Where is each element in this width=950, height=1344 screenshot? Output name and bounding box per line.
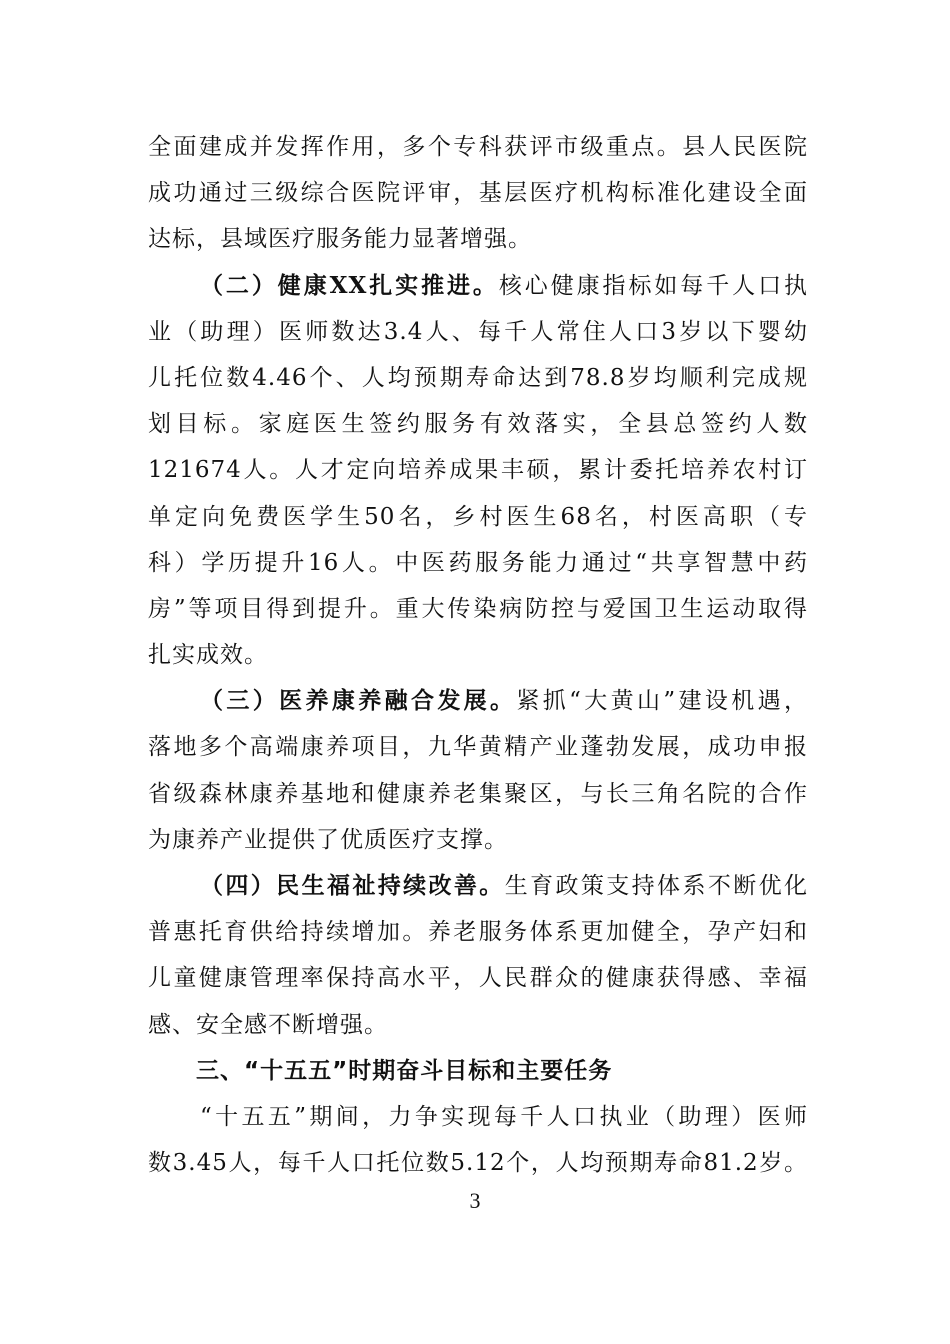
intro-line-3: 达标，县域医疗服务能力显著增强。 <box>148 226 532 253</box>
section-3-line-1 <box>148 678 808 724</box>
section-3-line-4: 为康养产业提供了优质医疗支撑。 <box>148 826 508 853</box>
chapter-3-line-1: “十五五”期间，力争实现每千人口执业（助理）医师 <box>200 1103 808 1130</box>
section-2-line-4: 划目标。家庭医生签约服务有效落实，全县总签约人数 <box>148 411 808 438</box>
section-4-line-2: 普惠托育供给持续增加。养老服务体系更加健全，孕产妇和 <box>148 919 808 946</box>
section-2-line-1-text: 核心健康指标如每千人口执 <box>498 272 808 299</box>
section-2-line-6: 单定向免费医学生50名，乡村医生68名，村医高职（专 <box>148 503 808 530</box>
page-number: 3 <box>469 1188 481 1213</box>
section-2-line-8: 房”等项目得到提升。重大传染病防控与爱国卫生运动取得 <box>148 595 808 622</box>
chapter-3-heading: 三、“十五五”时期奋斗目标和主要任务 <box>196 1057 613 1084</box>
section-3-title: （三）医养康养融合发展。 <box>200 687 517 715</box>
section-4-line-3: 儿童健康管理率保持高水平，人民群众的健康获得感、幸福 <box>148 965 808 992</box>
section-4-line-1 <box>148 863 808 909</box>
body-text <box>148 124 808 1186</box>
section-2-line-7: 科）学历提升16人。中医药服务能力通过“共享智慧中药 <box>148 549 808 576</box>
section-2-line-2: 业（助理）医师数达3.4人、每千人常住人口3岁以下婴幼 <box>148 318 808 345</box>
section-2-line-9: 扎实成效。 <box>148 642 268 669</box>
section-2-line-5: 121674人。人才定向培养成果丰硕，累计委托培养农村订 <box>148 457 808 484</box>
section-4-line-1-text: 生育政策支持体系不断优化 <box>504 873 809 899</box>
section-3-line-2: 落地多个高端康养项目，九华黄精产业蓬勃发展，成功申报 <box>148 734 808 761</box>
section-2-line-1 <box>148 263 808 309</box>
section-3-line-3: 省级森林康养基地和健康养老集聚区，与长三角名院的合作 <box>148 780 808 807</box>
section-4-line-4: 感、安全感不断增强。 <box>148 1011 388 1038</box>
intro-line-1: 全面建成并发挥作用，多个专科获评市级重点。县人民医院 <box>148 134 808 160</box>
chapter-3-line-2: 数3.45人，每千人口托位数5.12个，人均预期寿命81.2岁。 <box>148 1150 808 1177</box>
section-2-line-3: 儿托位数4.46个、人均预期寿命达到78.8岁均顺利完成规 <box>148 364 808 391</box>
section-2-title: （二）健康XX扎实推进。 <box>200 271 499 299</box>
section-3-line-1-text: 紧抓“大黄山”建设机遇， <box>516 688 808 715</box>
intro-line-2: 成功通过三级综合医院评审，基层医疗机构标准化建设全面 <box>148 180 808 207</box>
section-4-title: （四）民生福祉持续改善。 <box>200 872 505 899</box>
